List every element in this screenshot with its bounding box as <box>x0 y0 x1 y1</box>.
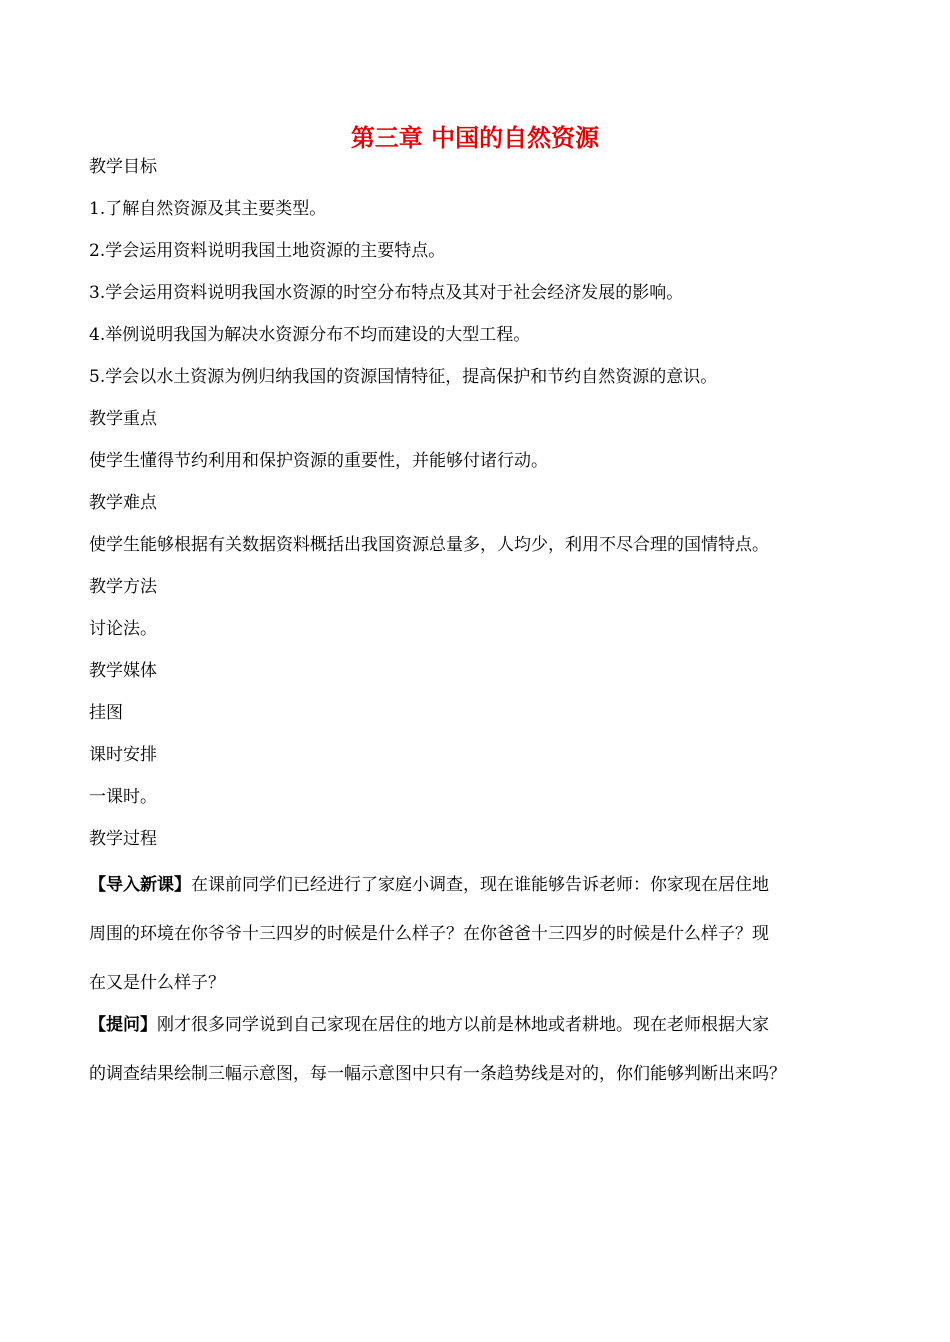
key-points-text: 使学生懂得节约利用和保护资源的重要性，并能够付诸行动。 <box>89 451 548 471</box>
intro-line-1 <box>89 872 889 921</box>
media-text: 挂图 <box>89 703 123 723</box>
schedule-heading: 课时安排 <box>89 745 157 765</box>
objective-item-4: 4.举例说明我国为解决水资源分布不均而建设的大型工程。 <box>89 325 531 345</box>
method-text: 讨论法。 <box>89 619 157 639</box>
document-body <box>89 154 889 1110</box>
question-label: 【提问】 <box>89 1015 157 1035</box>
question-text-1: 刚才很多同学说到自己家现在居住的地方以前是林地或者耕地。现在老师根据大家 <box>157 1015 769 1035</box>
intro-line-3: 在又是什么样子？ <box>89 973 225 993</box>
process-heading: 教学过程 <box>89 829 157 849</box>
media-heading: 教学媒体 <box>89 661 157 681</box>
objective-item-2: 2.学会运用资料说明我国土地资源的主要特点。 <box>89 241 446 261</box>
question-line-2: 的调查结果绘制三幅示意图，每一幅示意图中只有一条趋势线是对的，你们能够判断出来吗？ <box>89 1064 786 1084</box>
method-heading: 教学方法 <box>89 577 157 597</box>
intro-label: 【导入新课】 <box>89 875 191 895</box>
objective-item-3: 3.学会运用资料说明我国水资源的时空分布特点及其对于社会经济发展的影响。 <box>89 283 684 303</box>
question-line-1 <box>89 1012 889 1061</box>
objective-item-5: 5.学会以水土资源为例归纳我国的资源国情特征，提高保护和节约自然资源的意识。 <box>89 367 718 387</box>
difficult-points-text: 使学生能够根据有关数据资料概括出我国资源总量多，人均少，利用不尽合理的国情特点。 <box>89 535 769 555</box>
key-points-heading: 教学重点 <box>89 409 157 429</box>
objective-item-1: 1.了解自然资源及其主要类型。 <box>89 199 327 219</box>
schedule-text: 一课时。 <box>89 787 157 807</box>
intro-paragraph <box>89 872 889 1019</box>
objectives-heading: 教学目标 <box>89 157 157 177</box>
intro-text-1: 在课前同学们已经进行了家庭小调查，现在谁能够告诉老师：你家现在居住地 <box>191 875 769 895</box>
question-paragraph <box>89 1012 889 1110</box>
intro-line-2: 周围的环境在你爷爷十三四岁的时候是什么样子？在你爸爸十三四岁的时候是什么样子？现 <box>89 924 769 944</box>
chapter-title: 第三章 中国的自然资源 <box>350 124 600 152</box>
difficult-points-heading: 教学难点 <box>89 493 157 513</box>
